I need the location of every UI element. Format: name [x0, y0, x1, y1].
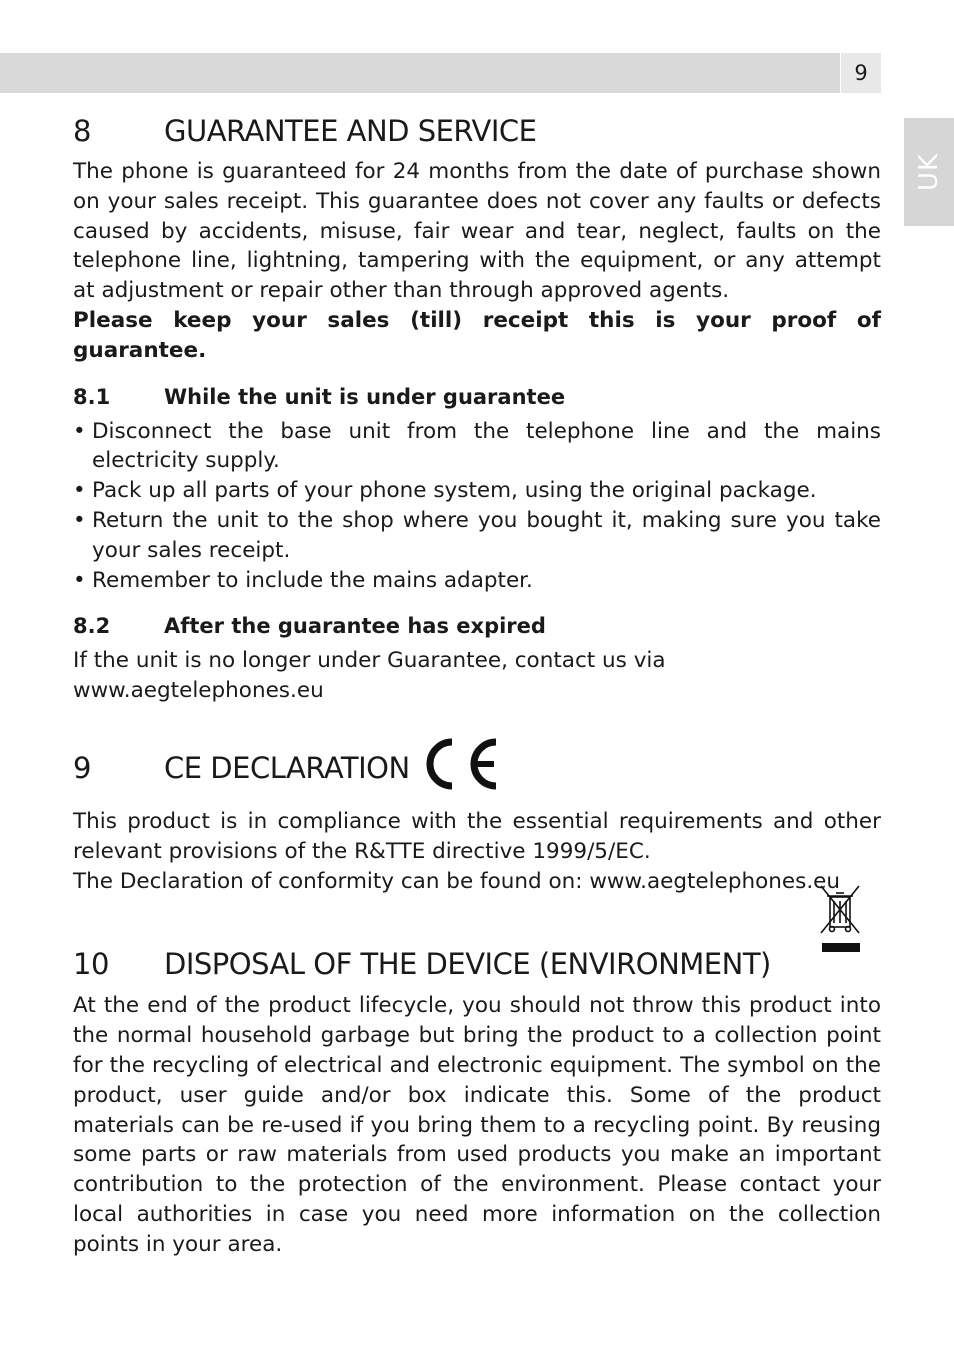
section-title: CE DECLARATION [164, 751, 410, 786]
header-bar [0, 53, 840, 93]
guarantee-paragraph: The phone is guaranteed for 24 months from the date of purchase shown on your sales receipt. This guarantee does not cover any faults or defects caused by accidents, misuse, fair wear and tear, neglect, faults on the telephone line, lightning, tampering with the equipment, or any attempt at adjustment or repair other than through approved agents. [73, 159, 881, 304]
section-8-heading [73, 112, 881, 150]
website-link[interactable]: www.aegtelephones.eu [73, 678, 324, 704]
section-title: After the guarantee has expired [164, 614, 546, 639]
section-number: 8.1 [73, 384, 111, 409]
list-item: • Disconnect the base unit from the telephone line and the mains electricity supply. [73, 418, 881, 474]
section-title: While the unit is under guarantee [164, 384, 566, 409]
section-number: 8 [73, 114, 91, 148]
page-number [841, 53, 881, 93]
section-8-2-heading [73, 612, 881, 640]
section-9-heading [73, 736, 881, 801]
language-tab [904, 118, 954, 226]
ce-conformity-line: The Declaration of conformity can be found on: www.aegtelephones.eu [73, 868, 841, 894]
section-number: 10 [73, 947, 109, 982]
guarantee-steps-list [73, 417, 881, 596]
ce-mark-icon [420, 736, 500, 801]
list-item: • Pack up all parts of your phone system, using the original package. [73, 478, 817, 504]
page-content [73, 112, 881, 1260]
section-title: GUARANTEE AND SERVICE [164, 114, 537, 148]
list-item: • Return the unit to the shop where you bought it, making sure you take your sales receipt. [73, 507, 881, 563]
list-item: • Remember to include the mains adapter. [73, 567, 533, 593]
section-title: DISPOSAL OF THE DEVICE (ENVIRONMENT) [164, 947, 771, 982]
section-number: 8.2 [73, 614, 111, 639]
ce-paragraph: This product is in compliance with the essential requirements and other relevant provisions of the R&TTE directive 1999/5/EC. [73, 808, 881, 864]
page-number-text: 9 [854, 61, 868, 85]
language-tab-label: UK [914, 152, 944, 192]
section-number: 9 [73, 751, 91, 786]
section-10-heading [73, 945, 881, 983]
crossed-out-bin-icon [818, 883, 864, 959]
section-8-1-heading [73, 383, 881, 411]
expired-line-1: If the unit is no longer under Guarantee, contact us via [73, 648, 666, 674]
disposal-paragraph: At the end of the product lifecycle, you should not throw this product into the normal household garbage but bring the product to a collection point for the recycling of electrical and electronic equipment. The symbol on the product, user guide and/or box indicate this. Some of the product materials can be re-used if you bring them to a recycling point. By reusing some parts or raw materials from used products you make an important contribution to the protection of the environment. Please contact your local authorities in case you need more information on the collection points in your area. [73, 993, 881, 1257]
guarantee-note: Please keep your sales (till) receipt this is your proof of guarantee. [73, 307, 881, 363]
